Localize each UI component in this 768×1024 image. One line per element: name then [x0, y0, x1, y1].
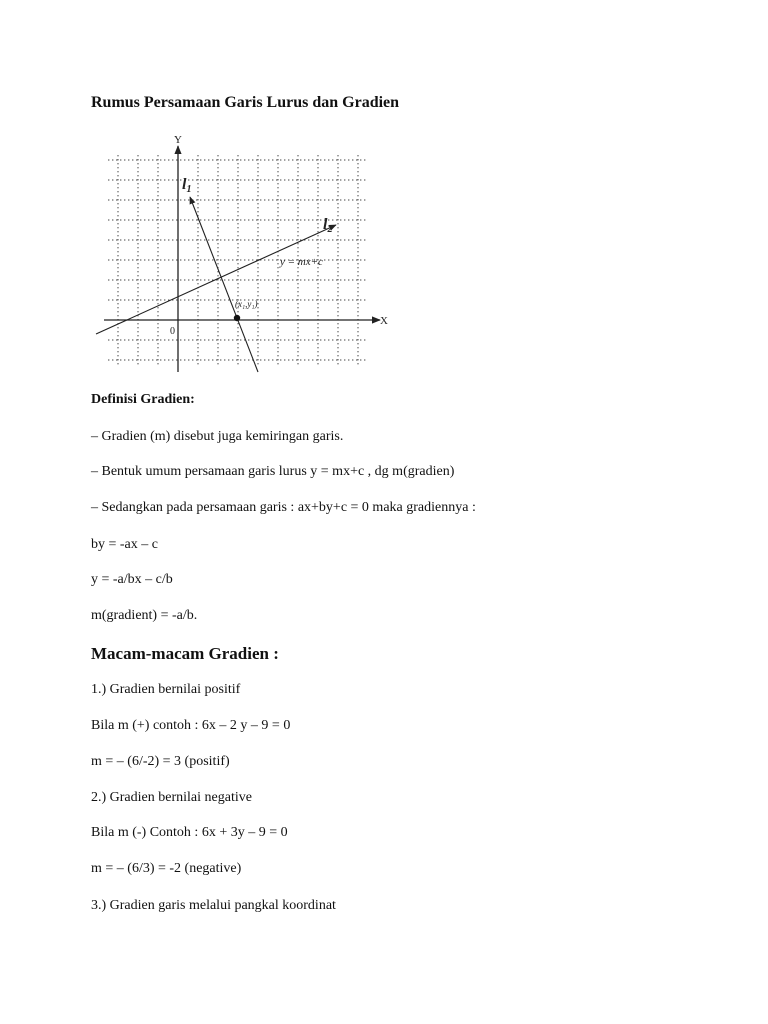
types-line: m = – (6/3) = -2 (negative) [91, 861, 242, 876]
types-heading: Macam-macam Gradien : [91, 644, 279, 663]
definition-line: – Sedangkan pada persamaan garis : ax+by+c = 0 maka gradiennya : [91, 500, 476, 515]
point-label: (x₁,y₁) [235, 299, 258, 309]
types-line: 1.) Gradien bernilai positif [91, 682, 241, 697]
types-line: Bila m (+) contoh : 6x – 2 y – 9 = 0 [91, 718, 291, 733]
origin-label: 0 [170, 326, 175, 337]
definition-line: – Gradien (m) disebut juga kemiringan garis. [91, 429, 344, 444]
definition-line: – Bentuk umum persamaan garis lurus y = mx+c , dg m(gradien) [91, 464, 455, 479]
page-title: Rumus Persamaan Garis Lurus dan Gradien [91, 94, 400, 111]
line-l2-label: l2 [323, 216, 333, 235]
types-line: Bila m (-) Contoh : 6x + 3y – 9 = 0 [91, 825, 288, 840]
types-line: m = – (6/-2) = 3 (positif) [91, 754, 230, 769]
line-l1-label: l1 [182, 176, 192, 195]
types-line: 3.) Gradien garis melalui pangkal koordinat [91, 898, 336, 913]
x-axis-label: X [380, 315, 388, 327]
formula-line: m(gradient) = -a/b. [91, 608, 198, 623]
formula-line: by = -ax – c [91, 537, 158, 552]
coordinate-diagram [90, 128, 395, 376]
types-line: 2.) Gradien bernilai negative [91, 790, 252, 805]
definition-heading: Definisi Gradien: [91, 392, 195, 407]
grid [108, 155, 368, 366]
point-marker [234, 315, 240, 321]
line-l1 [190, 197, 258, 372]
formula-line: y = -a/bx – c/b [91, 572, 173, 587]
equation-label: y = mx+c [280, 256, 323, 268]
y-axis-label: Y [174, 134, 182, 146]
